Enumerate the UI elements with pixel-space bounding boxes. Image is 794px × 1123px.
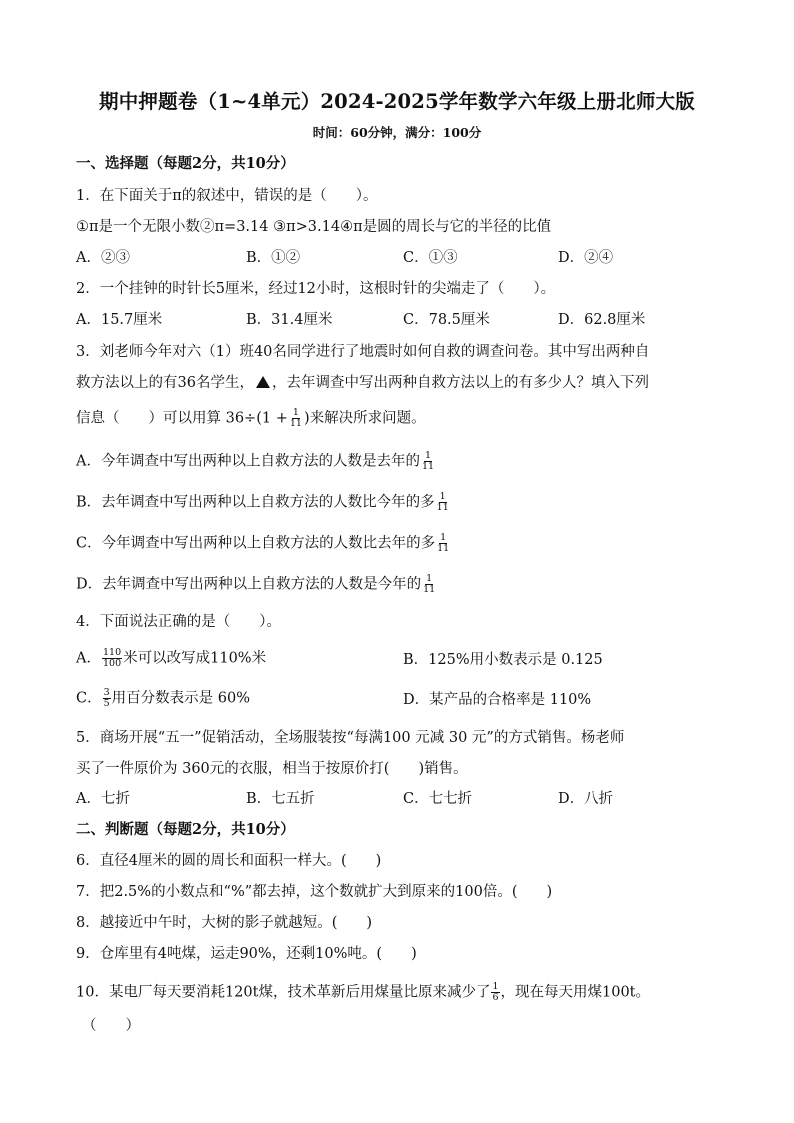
q5-option-c: C．七七折 — [403, 791, 473, 807]
q3-fraction: $\frac{1}{11}$ — [289, 407, 302, 429]
q3-option-c-fraction: $\frac{1}{11}$ — [437, 532, 450, 554]
q2-option-b: B．31.4厘米 — [246, 312, 333, 328]
section-judge-heading: 二、判断题（每题2分，共10分） — [76, 821, 295, 838]
q2-option-d: D．62.8厘米 — [558, 312, 646, 328]
q1-statements: ①π是一个无限小数②π=3.14 ③π>3.14④π是圆的周长与它的半径的比值 — [76, 219, 552, 235]
q4-option-a: A． $\frac{110}{100}$ 米可以改写成110%米 — [76, 647, 267, 669]
q2-option-a: A．15.7厘米 — [76, 312, 163, 328]
q7-statement: 7．把2.5%的小数点和“%”都去掉，这个数就扩大到原来的100倍。( ) — [76, 884, 553, 900]
q10-statement: 10．某电厂每天要消耗120t煤，技术革新后用煤量比原来减少了 $\frac{1}{6}$ ，现在每天用煤100t。 — [76, 981, 651, 1003]
q4-option-c: C． $\frac{3}{5}$ 用百分数表示是 60% — [76, 687, 250, 709]
q5-line2: 买了一件原价为 360元的衣服，相当于按原价打( )销售。 — [76, 761, 468, 777]
q5-line1: 5．商场开展“五一”促销活动，全场服装按“每满100 元减 30 元”的方式销售。杨老师 — [76, 730, 625, 746]
q3-option-a: A．今年调查中写出两种以上自救方法的人数是去年的 $\frac{1}{11}$ — [76, 450, 435, 472]
q3-option-b: B．去年调查中写出两种以上自救方法的人数比今年的多 $\frac{1}{11}$ — [76, 491, 449, 513]
q3-line1: 3．刘老师今年对六（1）班40名同学进行了地震时如何自救的调查问卷。其中写出两种自 — [76, 344, 650, 360]
q4-option-b: B．125%用小数表示是 0.125 — [403, 652, 603, 668]
q1-stem: 1．在下面关于π的叙述中，错误的是（ ）。 — [76, 188, 378, 204]
q3-option-c: C．今年调查中写出两种以上自救方法的人数比去年的多 $\frac{1}{11}$ — [76, 532, 450, 554]
q5-option-a: A．七折 — [76, 791, 130, 807]
q4-option-c-fraction: $\frac{3}{5}$ — [103, 687, 110, 709]
q1-option-d: D．②④ — [558, 250, 614, 266]
q4-option-d: D．某产品的合格率是 110% — [403, 692, 592, 708]
q10-answer-blank: （ ） — [82, 1018, 140, 1034]
q5-option-d: D．八折 — [558, 791, 614, 807]
exam-subtitle: 时间：60分钟，满分：100分 — [312, 125, 482, 140]
q3-option-b-fraction: $\frac{1}{11}$ — [436, 491, 449, 513]
q5-option-b: B．七五折 — [246, 791, 315, 807]
q4-option-a-fraction: $\frac{110}{100}$ — [102, 647, 122, 669]
triangle-blank-icon — [256, 376, 270, 388]
q3-line2-end: ，去年调查中写出两种自救方法以上的有多少人？填入下列 — [271, 375, 649, 391]
q9-statement: 9．仓库里有4吨煤，运走90%，还剩10%吨。( ) — [76, 946, 417, 962]
q10-fraction: $\frac{1}{6}$ — [492, 981, 499, 1003]
q3-option-d: D．去年调查中写出两种以上自救方法的人数是今年的 $\frac{1}{11}$ — [76, 573, 436, 595]
q1-option-b: B．①② — [246, 250, 301, 266]
q3-line3 — [76, 408, 426, 429]
q4-stem: 4．下面说法正确的是（ ）。 — [76, 614, 281, 630]
q3-option-a-fraction: $\frac{1}{11}$ — [421, 450, 435, 472]
q2-option-c: C．78.5厘米 — [403, 312, 490, 328]
exam-title: 期中押题卷（1~4单元）2024-2025学年数学六年级上册北师大版 — [99, 90, 695, 113]
section-choice-heading: 一、选择题（每题2分，共10分） — [76, 155, 295, 172]
q3-option-d-fraction: $\frac{1}{11}$ — [423, 573, 436, 595]
q3-line3-end: )来解决所求问题。 — [303, 410, 426, 427]
q3-line2-start: 救方法以上的有36名学生， — [76, 375, 254, 391]
q2-stem: 2．一个挂钟的时针长5厘米，经过12小时，这根时针的尖端走了（ ）。 — [76, 281, 556, 297]
q3-line3-start: 信息（ ）可以用算 36÷(1 + — [76, 410, 288, 427]
q8-statement: 8．越接近中午时，大树的影子就越短。( ) — [76, 915, 373, 931]
q1-option-a: A．②③ — [76, 250, 130, 266]
q3-line2 — [76, 373, 649, 393]
q1-option-c: C．①③ — [403, 250, 458, 266]
q6-statement: 6．直径4厘米的圆的周长和面积一样大。( ) — [76, 853, 382, 869]
